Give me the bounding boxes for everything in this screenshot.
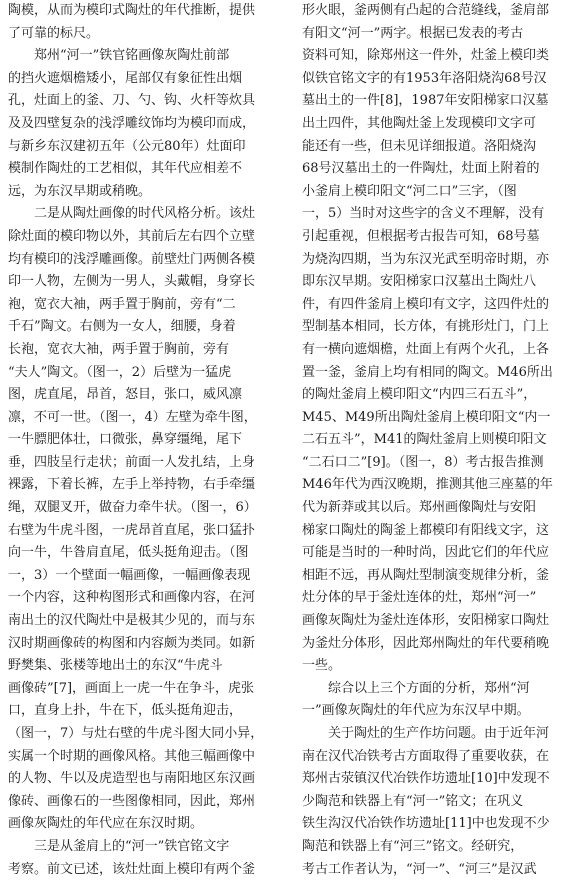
text-line: 印一人物，左侧为一男人，头戴帽，身穿长 — [8, 274, 256, 290]
text-line: 右壁为牛虎斗图，一虎昂首直尾，张口猛扑 — [8, 522, 256, 538]
text-line: 一”画像灰陶灶的年代应为东汉早中期。 — [302, 703, 530, 719]
text-line: 少陶范和铁器上有“河一”铭文；在巩义 — [302, 793, 524, 809]
text-line: 口，直身上扑，牛在下，低头挺角迎击， — [8, 703, 243, 719]
text-line: 可能是当时的一种时尚，因此它们的年代应 — [302, 545, 550, 561]
text-line: 的挡火遮烟檐矮小，尾部仅有象征性出烟 — [8, 70, 243, 86]
text-line: 像砖、画像石的一些图像相同，因此，郑州 — [8, 793, 256, 809]
text-line: 件，有四件釜肩上模印有文字，这四件灶的 — [302, 296, 550, 312]
text-line: 郑州古荥镇汉代冶铁作坊遗址[10]中发现不 — [302, 771, 550, 787]
text-line: 小釜肩上模印阳文“河二口”三字，（图 — [302, 183, 517, 199]
text-line: 绳，双腿叉开，做奋力牵牛状。（图一，6） — [8, 500, 257, 516]
text-line: 凛，不可一世。（图一，4）左壁为牵牛图， — [8, 409, 257, 425]
text-line: 裸露，下着长裤，左手上举持物，右手牵缰 — [8, 477, 256, 493]
text-line: 铁生沟汉代冶铁作坊遗址[11]中也发现不少 — [302, 816, 550, 832]
text-line: 资料可知，除郑州这一件外，灶釜上模印类 — [302, 48, 550, 64]
text-line: “夫人”陶文。（图一，2）后壁为一猛虎 — [8, 364, 232, 380]
text-line: 画像灰陶灶为釜灶连体形，安阳梯家口陶灶 — [302, 613, 550, 629]
text-line: 代为新莽或其以后。郑州画像陶灶与安阳 — [302, 500, 537, 516]
text-line: 袍，宽衣大袖，两手置于胸前，旁有“二 — [8, 296, 236, 312]
text-line: 出土四件，其他陶灶釜上发现模印文字可 — [302, 115, 537, 131]
text-line: 实属一个时期的画像风格。其他三幅画像中 — [8, 748, 256, 764]
right-column — [302, 0, 572, 881]
text-line: 与新乡东汉建初五年（公元80年）灶面印 — [8, 138, 246, 154]
text-line: 除灶面的模印物以外，其前后左右四个立壁 — [8, 228, 256, 244]
text-line: 向一牛，牛昝肩直尾，低头挺角迎击。（图 — [8, 545, 249, 561]
text-line: 考察。前文已述，该灶灶面上模印有两个釜 — [8, 861, 256, 877]
text-line: 综合以上三个方面的分析，郑州“河 — [328, 680, 530, 696]
text-line: 墓出土的一件[8]，1987年安阳梯家口汉墓 — [302, 93, 549, 109]
text-line: 郑州“河一”铁官铭画像灰陶灶前部 — [34, 48, 230, 64]
text-line: 二石五斗”，M41的陶灶釜肩上则模印阳文 — [302, 432, 547, 448]
text-line: 三是从釜肩上的“河一”铁官铭文字 — [34, 838, 230, 854]
text-line: 画像灰陶灶的年代应在东汉时期。 — [8, 816, 204, 832]
text-line: （图一，7）与灶右壁的牛虎斗图大同小异， — [8, 726, 264, 741]
text-line: 均有模印的浅浮雕画像。前壁灶门两侧各模 — [8, 251, 256, 267]
left-column — [8, 0, 278, 881]
text-line: 图，虎直尾，昂首，怒目，张口，威风凛 — [8, 387, 243, 403]
text-line: 一些。 — [302, 658, 342, 674]
text-line: 形火眼，釜两侧有凸起的合范缝线，釜肩部 — [302, 3, 550, 18]
text-line: 置一釜，釜肩上均有相同的陶文。M46所出 — [302, 364, 553, 380]
text-line: 梯家口陶灶的陶釜上都模印有阳线文字，这 — [302, 522, 550, 538]
text-line: 南在汉代冶铁考古方面取得了重要收获，在 — [302, 748, 550, 764]
text-line: 似铁官铭文字的有1953年洛阳烧沟68号汉 — [302, 70, 547, 86]
text-line: 南出土的汉代陶灶中是极其少见的，而与东 — [8, 613, 256, 629]
text-line: 一个内容，这种构图形式和画像内容，在河 — [8, 590, 256, 606]
text-line: 灶分体的早于釜灶连体的灶，郑州“河一” — [302, 590, 537, 606]
text-line: 能还有一些，但未见详细报道。洛阳烧沟 — [302, 138, 537, 154]
text-line: 陶模，从而为模印式陶灶的年代推断，提供 — [8, 3, 256, 18]
text-line: 有阳文“河一”两字。根据已发表的考古 — [302, 25, 524, 41]
text-line: 野樊集、张楼等地出土的东汉“牛虎斗 — [8, 658, 223, 674]
text-line: 汉时期画像砖的构图和内容颇为类同。如新 — [8, 635, 256, 651]
text-line: 即东汉早期。安阳梯家口汉墓出土陶灶八 — [302, 274, 537, 290]
text-line: 有一横向遮烟檐，灶面上有两个火孔，上各 — [302, 341, 550, 357]
text-line: 的人物、牛以及虎造型也与南阳地区东汉画 — [8, 771, 256, 787]
text-line: M46年代为西汉晚期，推测其他三座墓的年 — [302, 477, 553, 493]
text-line: 陶范和铁器上有“河三”铭文。经研究， — [302, 838, 524, 854]
text-line: 千石”陶文。右侧为一女人，细腰，身着 — [8, 319, 236, 335]
text-line: “二石口二”[9]。（图一，8）考古报告推测 — [302, 454, 544, 470]
text-line: 画像砖”[7]，画面上一虎一牛在争斗，虎张 — [8, 680, 255, 696]
text-line: M45、M49所出陶灶釜肩上模印阳文“内一 — [302, 409, 551, 425]
text-line: 引起重视，但根据考古报告可知，68号墓 — [302, 228, 540, 244]
text-line: 远，为东汉早期或稍晚。 — [8, 183, 152, 199]
text-line: 型制基本相同，长方体，有挑形灶门，门上 — [302, 319, 550, 335]
text-line: 的陶灶釜肩上模印阳文“内四三石五斗”， — [302, 387, 537, 403]
text-line: 了可靠的标尺。 — [8, 25, 100, 41]
text-line: 一牛膘肥体壮，口微张，鼻穿缰绳，尾下 — [8, 432, 243, 448]
text-line: 考古工作者认为，“河一”、“河三”是汉武 — [302, 861, 537, 877]
text-line: 长袍，宽衣大袖，两手置于胸前，旁有 — [8, 341, 230, 357]
text-line: 垂，四肢呈行走状；前面一人发扎结，上身 — [8, 454, 256, 470]
text-line: 68号汉墓出土的一件陶灶，灶面上附着的 — [302, 161, 540, 177]
text-line: 及及四壁复杂的浅浮雕纹饰均为模印而成， — [8, 115, 256, 131]
text-line: 为釜灶分体形，因此郑州陶灶的年代要稍晚 — [302, 635, 550, 651]
text-line: 关于陶灶的生产作坊问题。由于近年河 — [328, 726, 550, 741]
text-line: 模制作陶灶的工艺相似，其年代应相差不 — [8, 161, 243, 177]
text-line: 一，3）一个壁面一幅画像，一幅画像表现 — [8, 567, 251, 583]
text-line: 为烧沟四期，当为东汉光武至明帝时期，亦 — [302, 251, 550, 267]
text-line: 二是从陶灶画像的时代风格分析。该灶 — [34, 206, 256, 222]
text-line: 相距不远，再从陶灶型制演变规律分析，釜 — [302, 567, 550, 583]
text-line: 一，5）当时对这些字的含义不理解，没有 — [302, 206, 545, 222]
text-line: 孔，灶面上的釜、刀、勺、钩、火杆等炊具 — [8, 93, 256, 109]
